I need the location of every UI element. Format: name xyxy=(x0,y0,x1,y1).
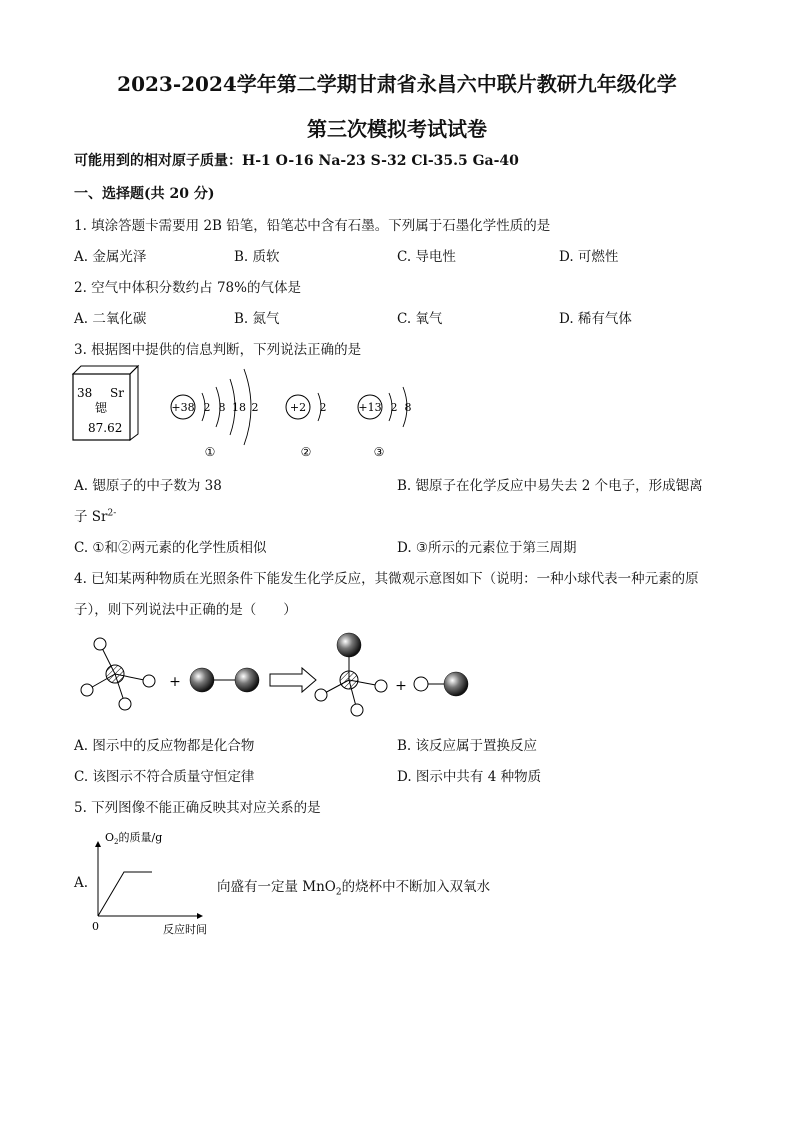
atom-structure-1 xyxy=(171,369,259,459)
q2-stem: 2. 空气中体积分数约占 78%的气体是 xyxy=(74,280,301,296)
graph-origin: 0 xyxy=(92,920,99,933)
atom-1-nucleus: +38 xyxy=(171,401,195,414)
q2-option-d: D. 稀有气体 xyxy=(559,311,632,327)
product-molecule-2 xyxy=(414,672,468,696)
atom-structure-2 xyxy=(286,393,327,459)
atom-2-label: ② xyxy=(300,445,312,459)
q3-option-b-charge: 2- xyxy=(107,508,117,519)
q4-option-d: D. 图示中共有 4 种物质 xyxy=(397,769,542,785)
reaction-arrow xyxy=(270,668,316,692)
plus-sign-2: + xyxy=(395,678,407,694)
graph-x-axis-label: 反应时间 xyxy=(163,923,207,936)
q3-figure xyxy=(68,360,428,465)
graph-curve xyxy=(98,872,152,916)
q4-option-b: B. 该反应属于置换反应 xyxy=(397,738,538,754)
atom-1-shell-4: 2 xyxy=(251,401,259,414)
q1-option-a: A. 金属光泽 xyxy=(74,249,147,265)
q3-option-b-continued xyxy=(74,505,116,525)
atom-2-nucleus: +2 xyxy=(289,401,307,414)
q4-stem-line1: 4. 已知某两种物质在光照条件下能发生化学反应，其微观示意图如下（说明：一种小球代表一种元素的原 xyxy=(74,571,699,587)
atom-structure-3 xyxy=(358,387,412,459)
q5-option-a-desc-sub: 2 xyxy=(335,887,342,898)
q1-option-b: B. 质软 xyxy=(234,249,280,265)
q4-option-a: A. 图示中的反应物都是化合物 xyxy=(74,738,255,754)
q3-stem: 3. 根据图中提供的信息判断，下列说法正确的是 xyxy=(74,342,362,358)
q5-option-a-desc-post: 的烧杯中不断加入双氧水 xyxy=(341,879,491,895)
reactant-molecule-1 xyxy=(81,638,155,710)
atomic-mass-values: H-1 O-16 Na-23 S-32 Cl-35.5 Ga-40 xyxy=(242,153,519,169)
plus-sign-1: + xyxy=(169,674,181,690)
reactant-molecule-2 xyxy=(190,668,259,692)
section-heading: 一、选择题(共 20 分) xyxy=(74,186,215,202)
product-molecule-1 xyxy=(315,633,387,716)
atom-1-shell-2: 8 xyxy=(218,401,226,414)
element-box xyxy=(73,366,138,440)
q1-option-d: D. 可燃性 xyxy=(559,249,619,265)
q2-option-b: B. 氮气 xyxy=(234,311,280,327)
atomic-mass-label: 可能用到的相对原子质量： xyxy=(74,153,242,169)
atom-3-shell-1: 2 xyxy=(390,401,398,414)
q1-option-c: C. 导电性 xyxy=(397,249,456,265)
q3-option-b-cont-text: 子 Sr xyxy=(74,509,108,525)
element-name: 锶 xyxy=(95,401,108,415)
graph-y-axis-label: $O_2$的质量/g xyxy=(105,831,163,846)
atomic-mass-line xyxy=(74,150,519,170)
q3-option-b: B. 锶原子在化学反应中易失去 2 个电子，形成锶离 xyxy=(397,478,703,494)
q3-option-c: C. ①和②两元素的化学性质相似 xyxy=(74,540,267,556)
atom-2-shell-1: 2 xyxy=(319,401,327,414)
q1-stem: 1. 填涂答题卡需要用 2B 铅笔，铅笔芯中含有石墨。下列属于石墨化学性质的是 xyxy=(74,218,551,234)
q4-stem-line2: 子），则下列说法中正确的是（ ） xyxy=(74,602,297,618)
q5-option-a-letter: A. xyxy=(74,875,89,891)
q2-option-c: C. 氧气 xyxy=(397,311,443,327)
q5-option-a-graph xyxy=(88,826,228,938)
atom-1-shell-1: 2 xyxy=(203,401,211,414)
atom-3-shell-2: 8 xyxy=(404,401,412,414)
q3-option-d: D. ③所示的元素位于第三周期 xyxy=(397,540,577,556)
atom-3-label: ③ xyxy=(373,445,385,459)
q5-option-a-desc-pre: 向盛有一定量 MnO xyxy=(217,879,336,895)
page-title: 2023-2024学年第二学期甘肃省永昌六中联片教研九年级化学 xyxy=(117,72,677,96)
element-mass: 87.62 xyxy=(88,421,123,435)
element-number: 38 xyxy=(77,386,93,400)
q2-option-a: A. 二氧化碳 xyxy=(74,311,147,327)
q4-reaction-diagram xyxy=(70,628,490,723)
atom-1-shell-3: 18 xyxy=(232,401,246,414)
atom-3-nucleus: +13 xyxy=(358,401,382,414)
atom-1-label: ① xyxy=(204,445,216,459)
element-symbol: Sr xyxy=(110,386,124,400)
q4-option-c: C. 该图示不符合质量守恒定律 xyxy=(74,769,255,785)
page-subtitle: 第三次模拟考试试卷 xyxy=(307,117,487,141)
q5-stem: 5. 下列图像不能正确反映其对应关系的是 xyxy=(74,800,321,816)
q5-option-a-desc xyxy=(217,875,490,898)
q3-option-a: A. 锶原子的中子数为 38 xyxy=(74,478,222,494)
